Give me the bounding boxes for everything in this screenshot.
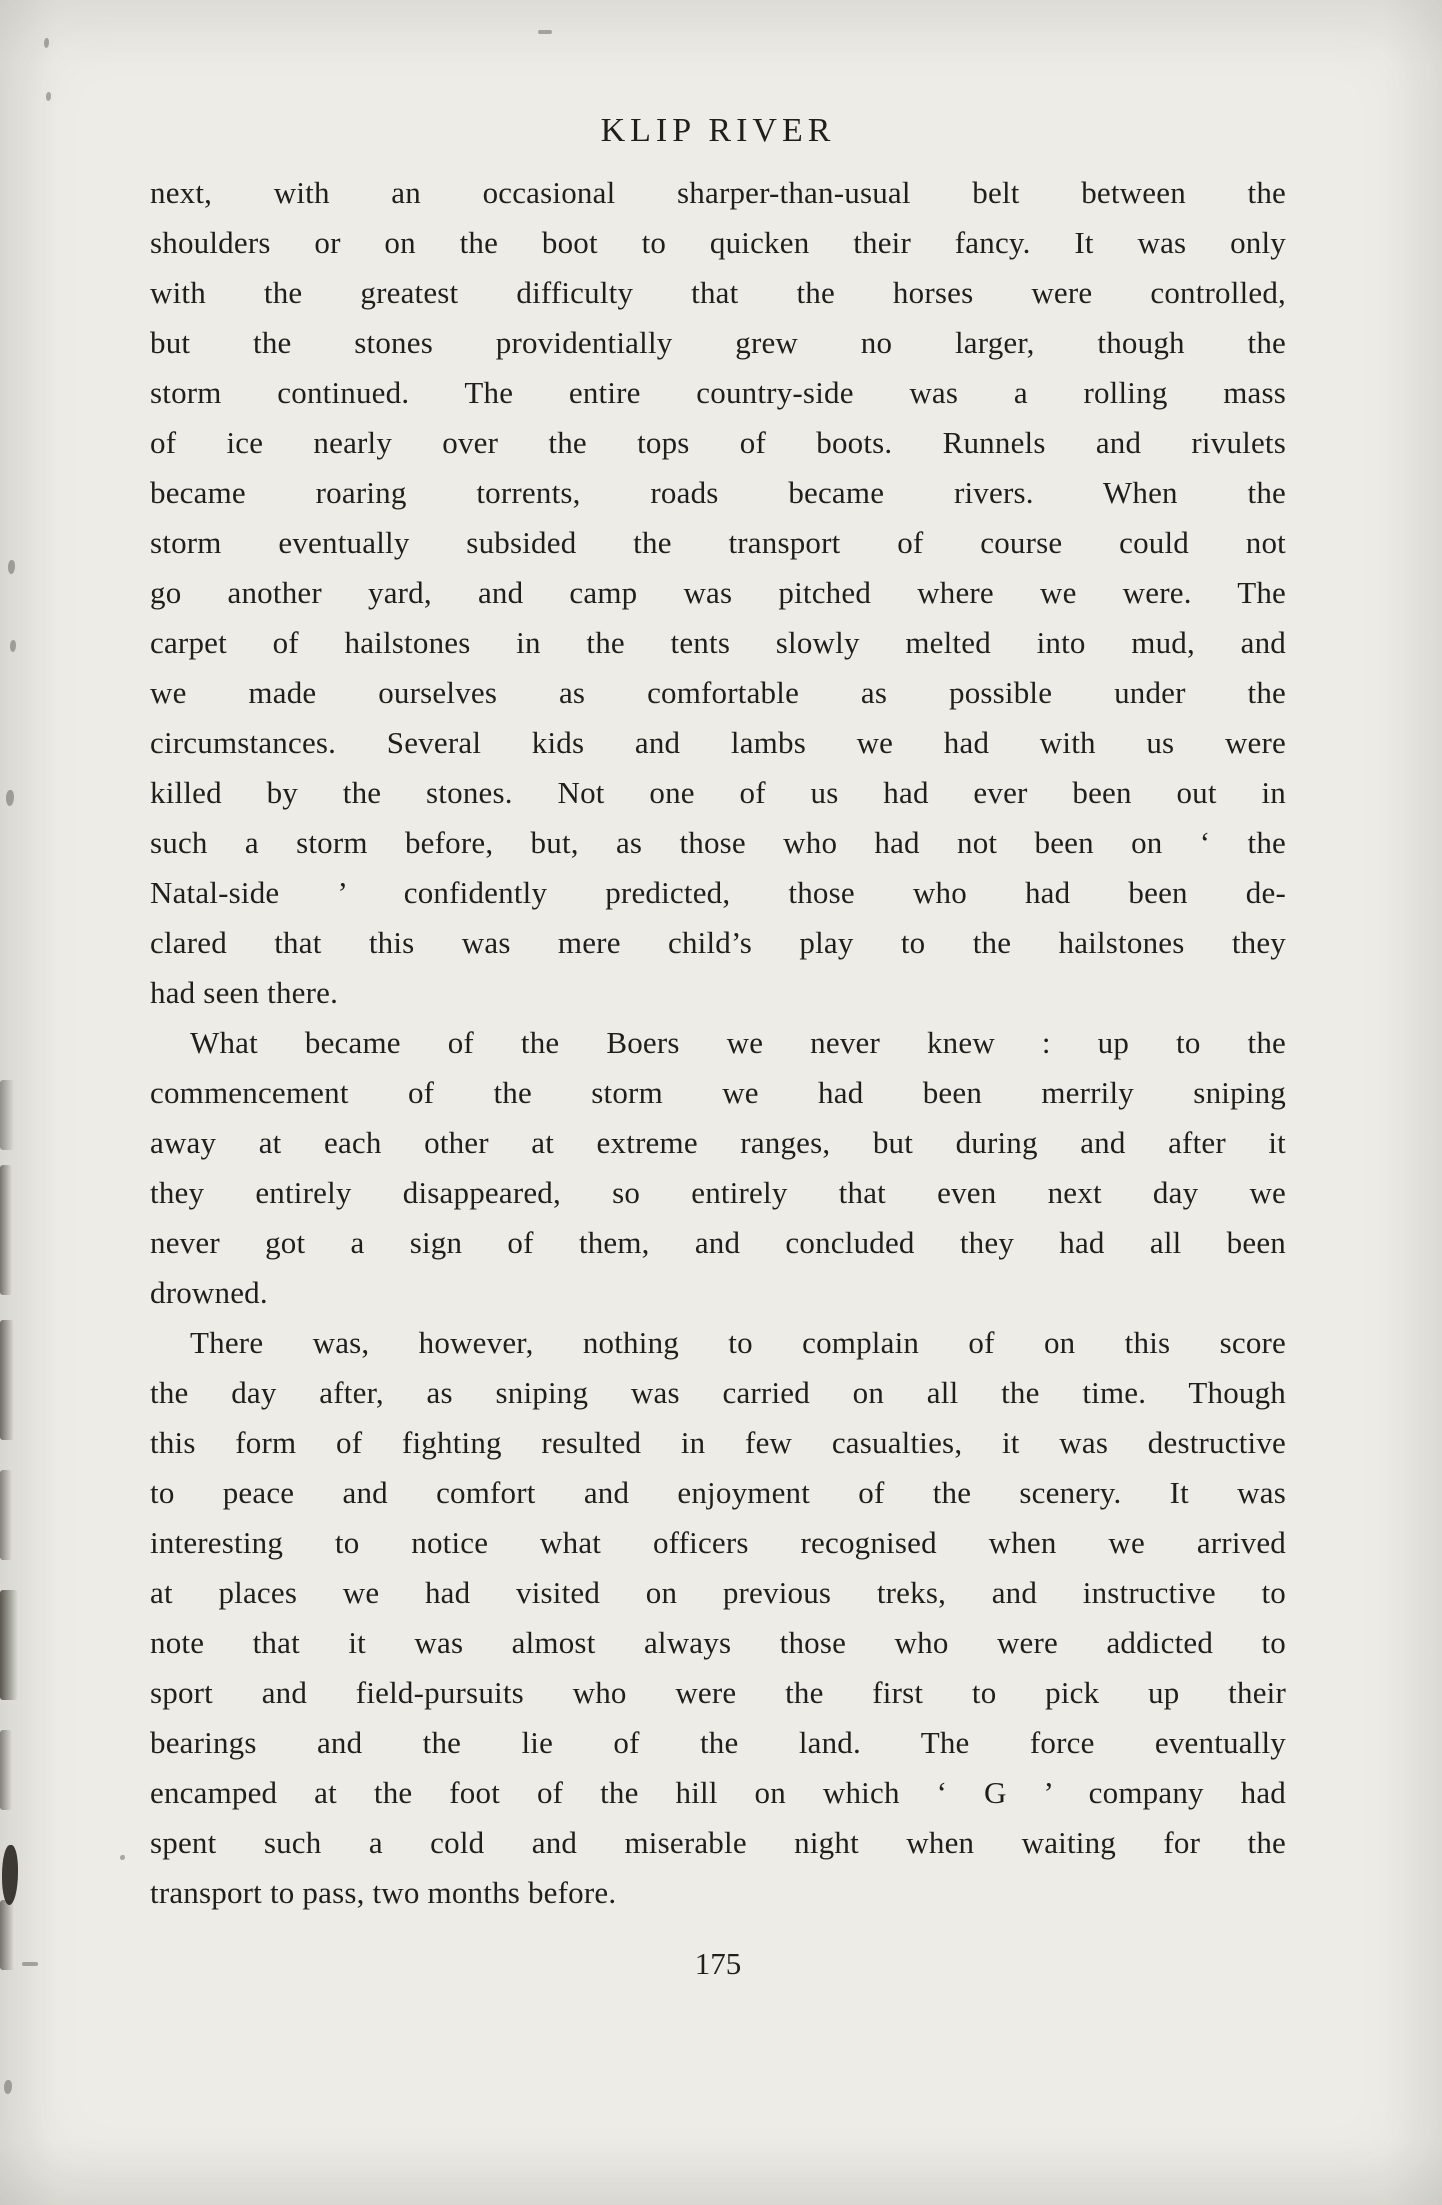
scan-artifact bbox=[120, 1855, 125, 1860]
scan-artifact bbox=[2, 1845, 18, 1905]
text-line: at places we had visited on previous treks, and instructive to bbox=[150, 1575, 1286, 1610]
text-line: commencement of the storm we had been merrily sniping bbox=[150, 1075, 1286, 1110]
text-line: drowned. bbox=[150, 1275, 268, 1310]
scan-artifact bbox=[4, 2080, 12, 2094]
text-line: they entirely disappeared, so entirely that even next day we bbox=[150, 1175, 1286, 1210]
text-line: such a storm before, but, as those who had not been on ‘ the bbox=[150, 825, 1286, 860]
text-line: shoulders or on the boot to quicken their fancy. It was only bbox=[150, 225, 1286, 260]
text-line: bearings and the lie of the land. The force eventually bbox=[150, 1725, 1286, 1760]
paragraph bbox=[150, 1018, 1286, 1318]
text-block bbox=[150, 168, 1286, 1918]
text-line: killed by the stones. Not one of us had ever been out in bbox=[150, 775, 1286, 810]
text-line: clared that this was mere child’s play to the hailstones they bbox=[150, 925, 1286, 960]
text-line: the day after, as sniping was carried on all the time. Though bbox=[150, 1375, 1286, 1410]
scan-artifact bbox=[8, 560, 15, 574]
text-line: with the greatest difficulty that the horses were controlled, bbox=[150, 275, 1286, 310]
paragraph bbox=[150, 168, 1286, 1018]
scan-smudge bbox=[0, 1080, 14, 1150]
text-line: sport and field-pursuits who were the first to pick up their bbox=[150, 1675, 1286, 1710]
text-line: but the stones providentially grew no larger, though the bbox=[150, 325, 1286, 360]
text-line: to peace and comfort and enjoyment of the scenery. It was bbox=[150, 1475, 1286, 1510]
scan-artifact bbox=[6, 790, 14, 806]
text-line: Natal-side ’ confidently predicted, those who had been de- bbox=[150, 875, 1286, 910]
text-line: of ice nearly over the tops of boots. Runnels and rivulets bbox=[150, 425, 1286, 460]
text-line: spent such a cold and miserable night when waiting for the bbox=[150, 1825, 1286, 1860]
text-line: transport to pass, two months before. bbox=[150, 1875, 617, 1910]
page-number: 175 bbox=[694, 1946, 742, 1981]
text-line: go another yard, and camp was pitched where we were. The bbox=[150, 575, 1286, 610]
scan-smudge bbox=[0, 1730, 12, 1810]
scan-smudge bbox=[0, 1590, 18, 1700]
scan-artifact bbox=[46, 92, 51, 101]
paragraph bbox=[150, 1318, 1286, 1918]
scan-smudge bbox=[0, 1320, 14, 1440]
text-line: next, with an occasional sharper-than-usual belt between the bbox=[150, 175, 1286, 210]
text-line: we made ourselves as comfortable as possible under the bbox=[150, 675, 1286, 710]
running-header: KLIP RIVER bbox=[600, 112, 836, 149]
text-line: became roaring torrents, roads became rivers. When the bbox=[150, 475, 1286, 510]
text-line: What became of the Boers we never knew : up to the bbox=[190, 1025, 1286, 1060]
text-line: had seen there. bbox=[150, 975, 339, 1010]
text-line: this form of fighting resulted in few casualties, it was destructive bbox=[150, 1425, 1286, 1460]
scan-artifact bbox=[538, 30, 552, 34]
text-line: away at each other at extreme ranges, but during and after it bbox=[150, 1125, 1286, 1160]
text-line: circumstances. Several kids and lambs we had with us were bbox=[150, 725, 1286, 760]
text-line: note that it was almost always those who were addicted to bbox=[150, 1625, 1286, 1660]
scan-smudge bbox=[0, 1470, 12, 1560]
text-line: encamped at the foot of the hill on which ‘ G ’ company had bbox=[150, 1775, 1286, 1810]
scan-artifact bbox=[10, 640, 16, 652]
text-line: never got a sign of them, and concluded they had all been bbox=[150, 1225, 1286, 1260]
text-line: storm eventually subsided the transport of course could not bbox=[150, 525, 1286, 560]
text-line: storm continued. The entire country-side was a rolling mass bbox=[150, 375, 1286, 410]
text-line: There was, however, nothing to complain of on this score bbox=[190, 1325, 1286, 1360]
text-line: carpet of hailstones in the tents slowly melted into mud, and bbox=[150, 625, 1286, 660]
scan-artifact bbox=[22, 1962, 38, 1966]
scan-smudge bbox=[0, 1900, 14, 1970]
text-line: interesting to notice what officers recognised when we arrived bbox=[150, 1525, 1286, 1560]
scan-artifact bbox=[44, 38, 49, 48]
scan-smudge bbox=[0, 1165, 12, 1295]
